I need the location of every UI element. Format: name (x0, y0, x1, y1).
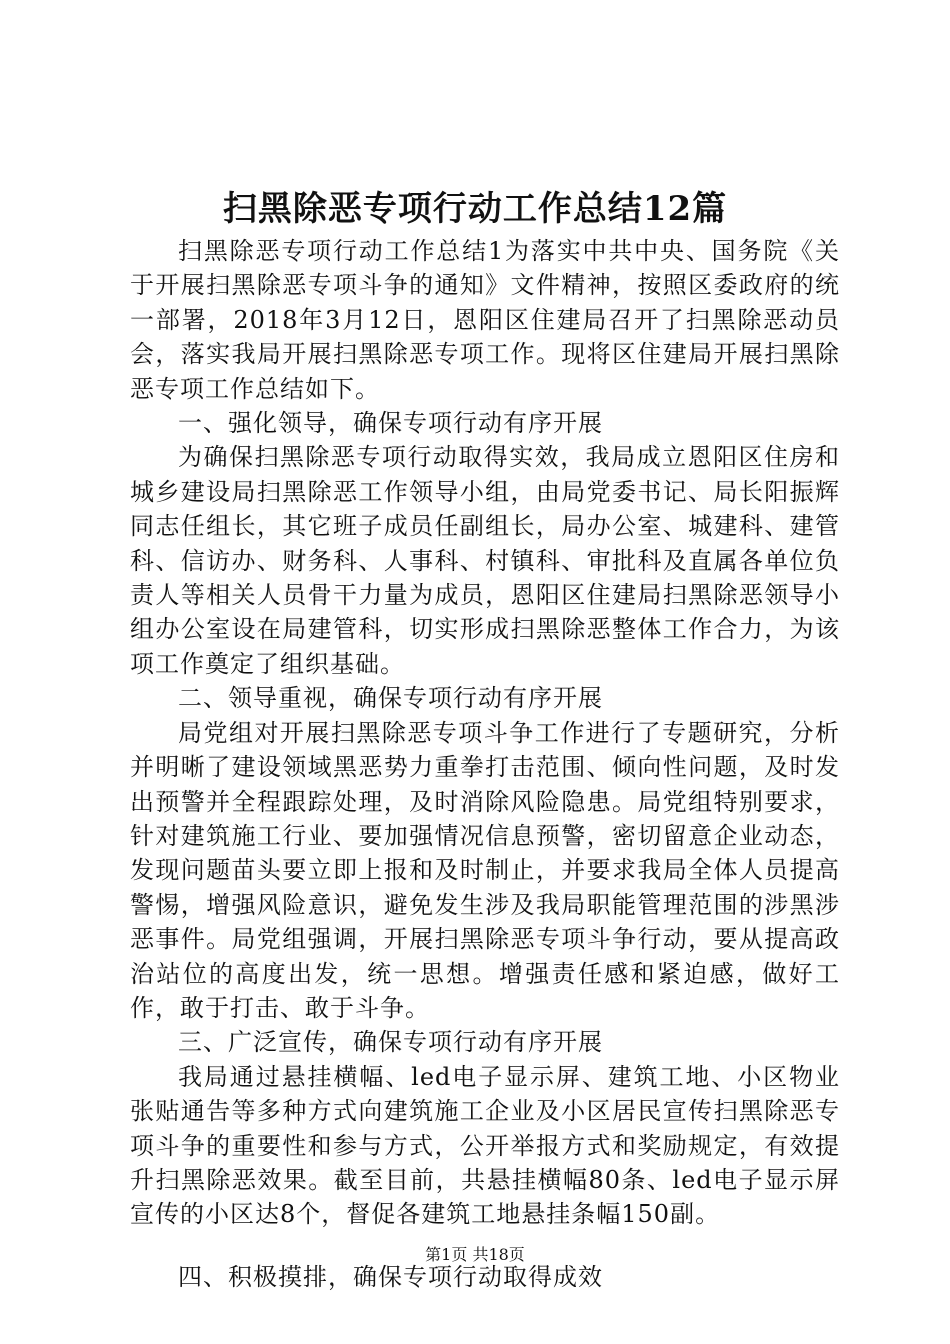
section-heading-2: 二、领导重视，确保专项行动有序开展 (178, 684, 603, 713)
paragraph-section-2: 局党组对开展扫黑除恶专项斗争工作进行了专题研究，分析并明晰了建设领域黑恶势力重拳打击范围、倾向性问题，及时发出预警并全程跟踪处理，及时消除风险隐患。局党组特别要求，针对建筑施工行业、要加强情况信息预警，密切留意企业动态，发现问题苗头要立即上报和及时制止，并要求我局全体人员提高警惕，增强风险意识，避免发生涉及我局职能管理范围的涉黑涉恶事件。局党组强调，开展扫黑除恶专项斗争行动，要从提高政治站位的高度出发，统一思想。增强责任感和紧迫感，做好工作，敢于打击、敢于斗争。 (130, 718, 840, 1022)
paragraph-section-1: 为确保扫黑除恶专项行动取得实效，我局成立恩阳区住房和城乡建设局扫黑除恶工作领导小组，由局党委书记、局长阳振辉同志任组长，其它班子成员任副组长，局办公室、城建科、建管科、信访办、财务科、人事科、村镇科、审批科及直属各单位负责人等相关人员骨干力量为成员，恩阳区住建局扫黑除恶领导小组办公室设在局建管科，切实形成扫黑除恶整体工作合力，为该项工作奠定了组织基础。 (130, 443, 840, 678)
paragraph-section-3: 我局通过悬挂横幅、led电子显示屏、建筑工地、小区物业张贴通告等多种方式向建筑施工企业及小区居民宣传扫黑除恶专项斗争的重要性和参与方式，公开举报方式和奖励规定，有效提升扫黑除恶效果。截至目前，共悬挂横幅80条、led电子显示屏宣传的小区达8个，督促各建筑工地悬挂条幅150副。 (130, 1062, 840, 1229)
section-heading-4: 四、积极摸排，确保专项行动取得成效 (178, 1262, 603, 1291)
section-heading-1: 一、强化领导，确保专项行动有序开展 (178, 409, 603, 438)
paragraph-intro: 扫黑除恶专项行动工作总结1为落实中共中央、国务院《关于开展扫黑除恶专项斗争的通知》文件精神，按照区委政府的统一部署，2018年3月12日，恩阳区住建局召开了扫黑除恶动员会，落实我局开展扫黑除恶专项工作。现将区住建局开展扫黑除恶专项工作总结如下。 (130, 237, 840, 403)
section-heading-3: 三、广泛宣传，确保专项行动有序开展 (178, 1028, 603, 1057)
document-body (130, 234, 840, 1294)
page-footer: 第1页 共18页 (425, 1245, 525, 1264)
document-title: 扫黑除恶专项行动工作总结12篇 (222, 189, 728, 229)
